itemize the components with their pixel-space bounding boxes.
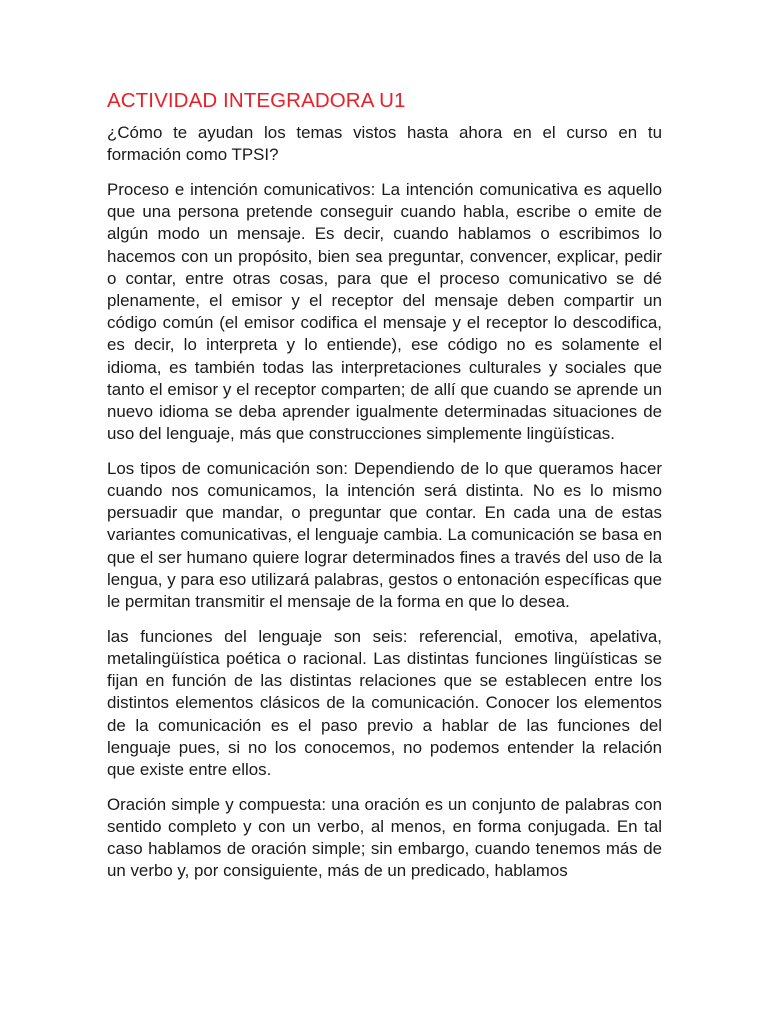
paragraph-language-functions: las funciones del lenguaje son seis: referencial, emotiva, apelativa, metalingüística poética o racional. Las distintas funciones lingüísticas se fijan en función de las distintas relaciones que se establecen entre los distintos elementos clásicos de la comunicación. Conocer los elementos de la comunicación es el paso previo a hablar de las funciones del lenguaje pues, si no los conocemos, no podemos entender la relación que existe entre ellos. (107, 626, 662, 779)
paragraph-communicative-intention: Proceso e intención comunicativos: La intención comunicativa es aquello que una persona pretende conseguir cuando habla, escribe o emite de algún modo un mensaje. Es decir, cuando hablamos o escribimos lo hacemos con un propósito, bien sea preguntar, convencer, explicar, pedir o contar, entre otras cosas, para que el proceso comunicativo se dé plenamente, el emisor y el receptor del mensaje deben compartir un código común (el emisor codifica el mensaje y el receptor lo descodifica, es decir, lo interpreta y lo entiende), ese código no es solamente el idioma, es también todas las interpretaciones culturales y sociales que tanto el emisor y el receptor comparten; de allí que cuando se aprende un nuevo idioma se deba aprender igualmente determinadas situaciones de uso del lenguaje, más que construcciones simplemente lingüísticas. (107, 179, 662, 444)
document-title: ACTIVIDAD INTEGRADORA U1 (107, 89, 406, 112)
paragraph-sentence-types: Oración simple y compuesta: una oración es un conjunto de palabras con sentido completo y con un verbo, al menos, en forma conjugada. En tal caso hablamos de oración simple; sin embargo, cuando tenemos más de un verbo y, por consiguiente, más de un predicado, hablamos (107, 794, 662, 881)
paragraph-communication-types: Los tipos de comunicación son: Dependiendo de lo que queramos hacer cuando nos comunicamos, la intención será distinta. No es lo mismo persuadir que mandar, o preguntar que contar. En cada una de estas variantes comunicativas, el lenguaje cambia. La comunicación se basa en que el ser humano quiere lograr determinados fines a través del uso de la lengua, y para eso utilizará palabras, gestos o entonación específicas que le permitan transmitir el mensaje de la forma en que lo desea. (107, 458, 662, 612)
paragraph-question: ¿Cómo te ayudan los temas vistos hasta ahora en el curso en tu formación como TPSI? (107, 123, 662, 165)
